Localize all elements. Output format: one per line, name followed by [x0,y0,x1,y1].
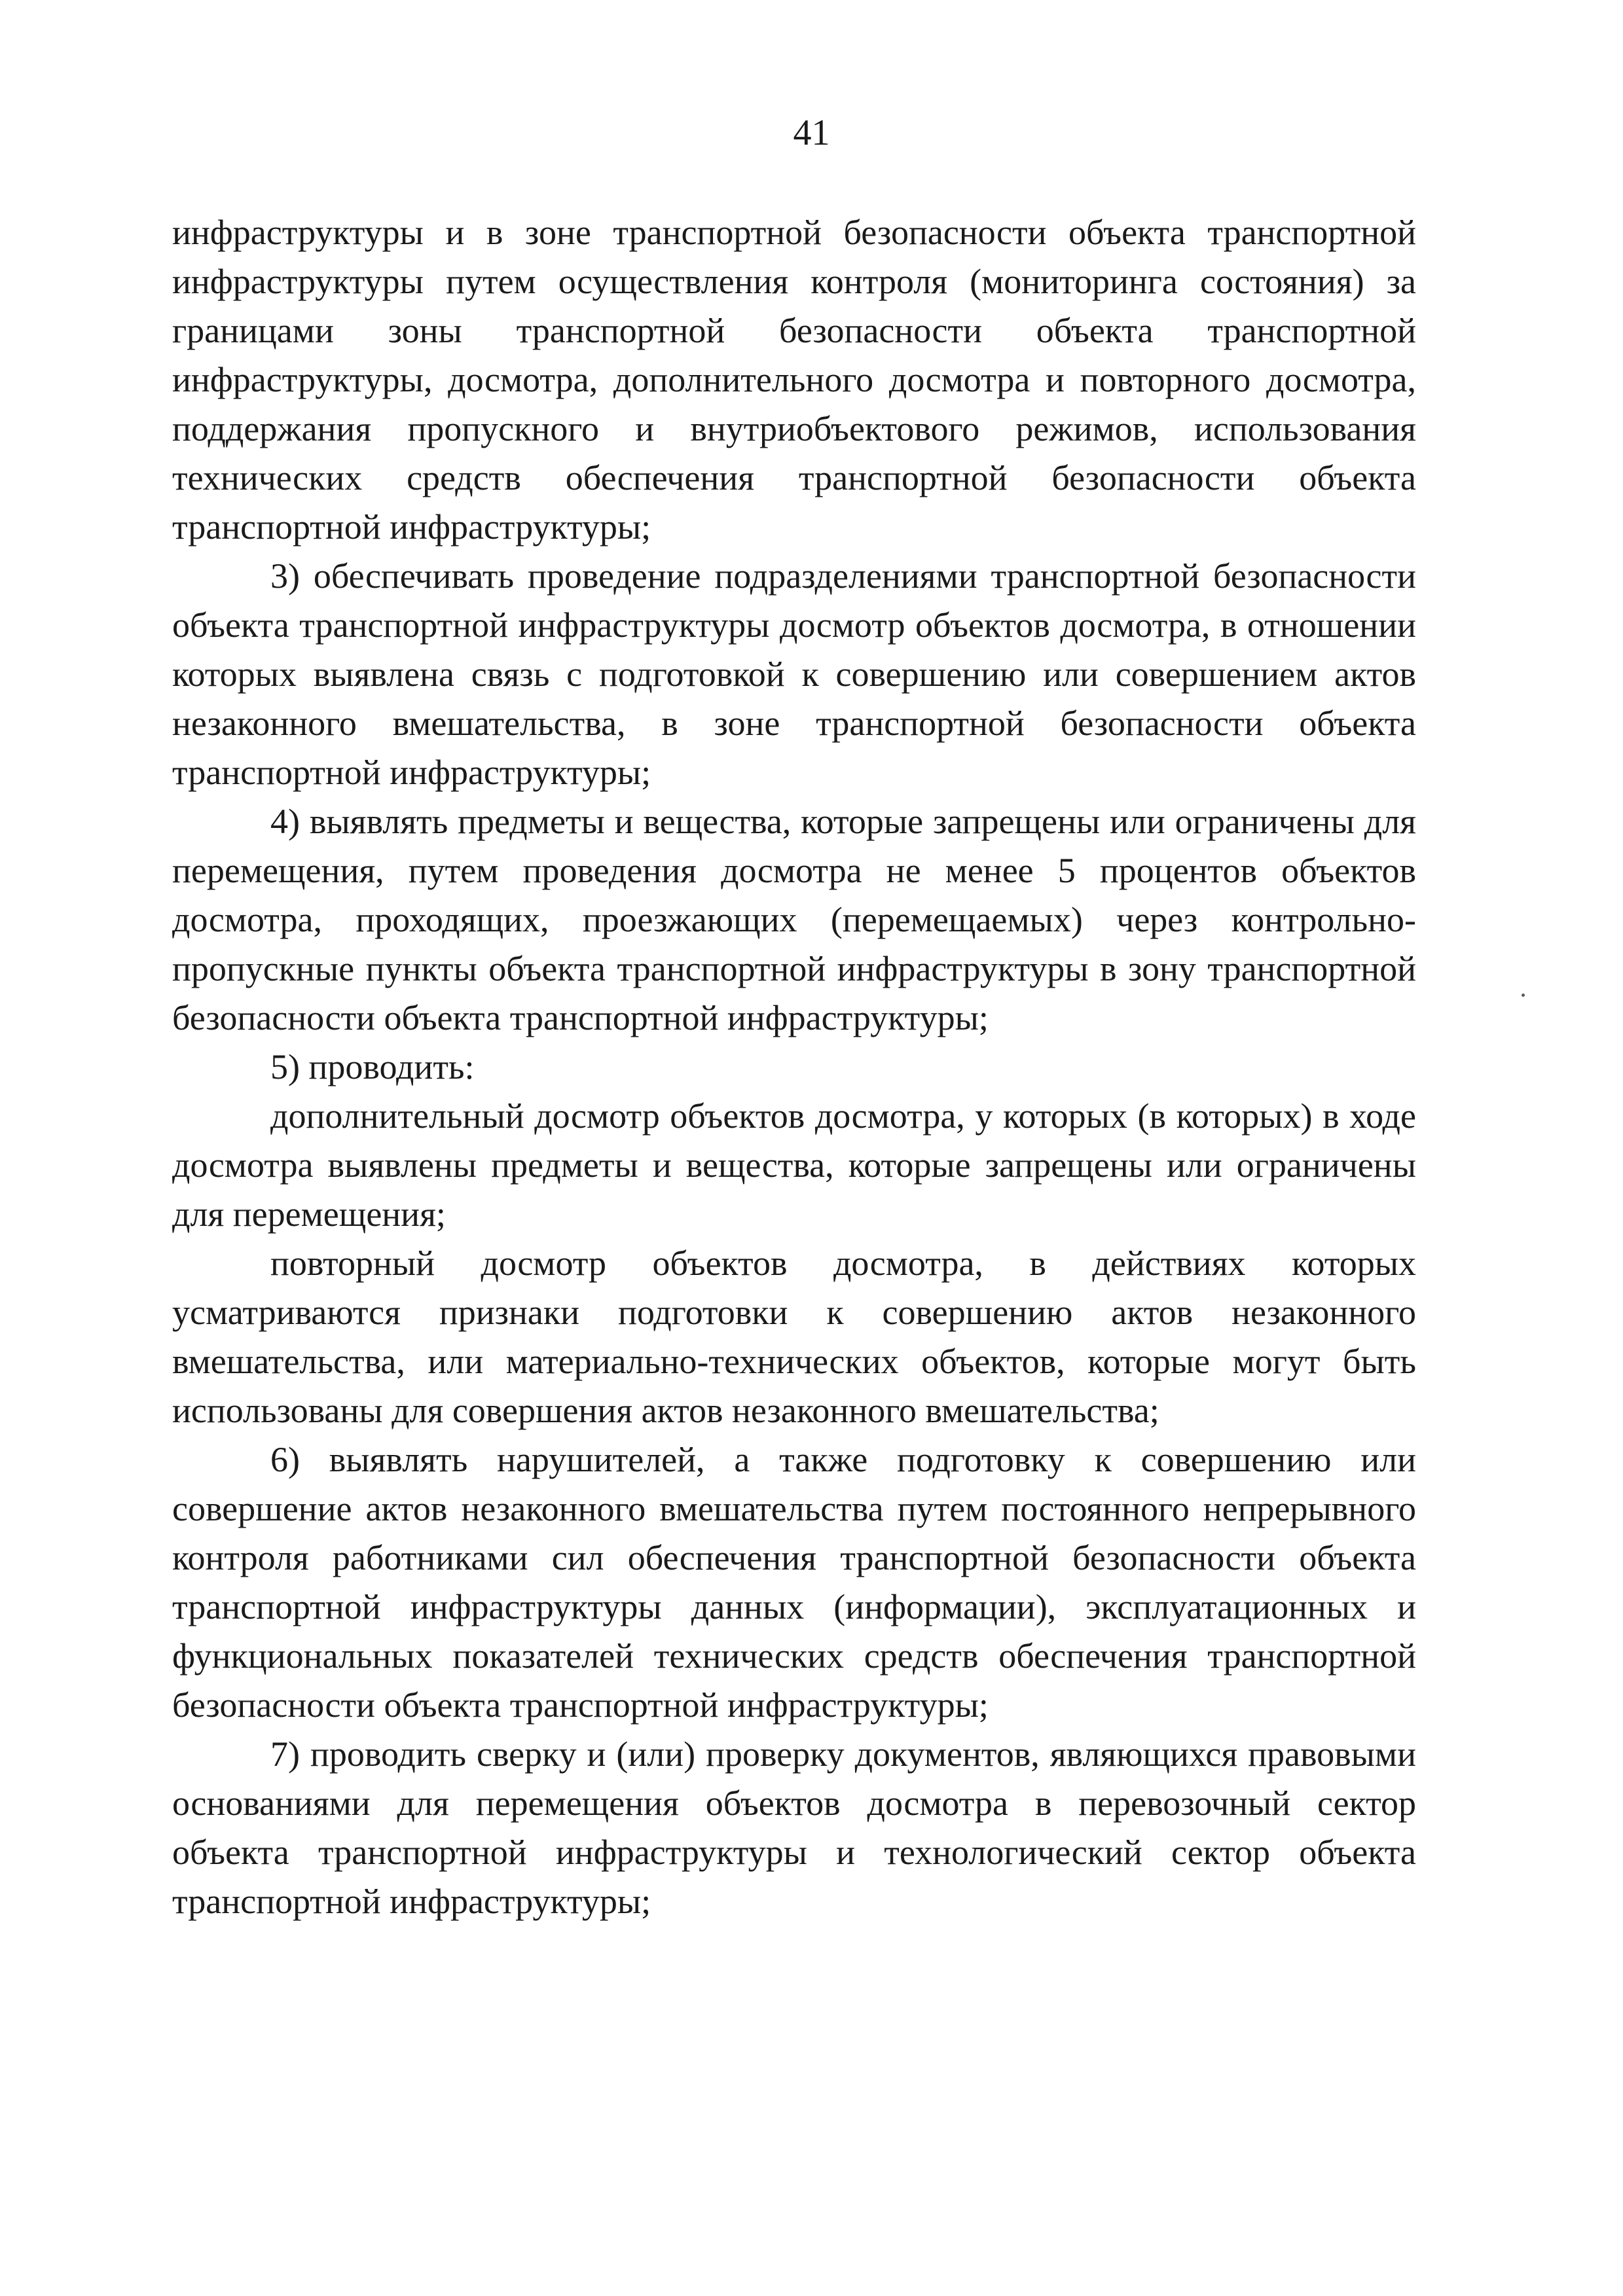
document-body [172,208,1416,1926]
paragraph-item-5-additional-inspection: дополнительный досмотр объектов досмотра, у которых (в которых) в ходе досмотра выявлены предметы и вещества, которые запрещены или ограничены для перемещения; [172,1096,1416,1234]
paragraph-item-4: 4) выявлять предметы и вещества, которые запрещены или ограничены для перемещения, путем проведения досмотра не менее 5 процентов объектов досмотра, проходящих, проезжающих (перемещаемых) через контрольно-пропускные пункты объекта транспортной инфраструктуры в зону транспортной безопасности объекта транспортной инфраструктуры; [172,802,1416,1037]
paragraph-item-5-repeat-inspection: повторный досмотр объектов досмотра, в действиях которых усматриваются признаки подготовки к совершению актов незаконного вмешательства, или материально-технических объектов, которые могут быть использованы для совершения актов незаконного вмешательства; [172,1244,1416,1430]
page-number: 41 [793,113,830,153]
paragraph-item-7: 7) проводить сверку и (или) проверку документов, являющихся правовыми основаниями для перемещения объектов досмотра в перевозочный сектор объекта транспортной инфраструктуры и технологический сектор объекта транспортной инфраструктуры; [172,1734,1416,1921]
paragraph-continuation: инфраструктуры и в зоне транспортной безопасности объекта транспортной инфраструктуры путем осуществления контроля (мониторинга состояния) за границами зоны транспортной безопасности объекта транспортной инфраструктуры, досмотра, дополнительного досмотра и повторного досмотра, поддержания пропускного и внутриобъектового режимов, использования технических средств обеспечения транспортной безопасности объекта транспортной инфраструктуры; [172,213,1416,547]
paragraph-item-3: 3) обеспечивать проведение подразделениями транспортной безопасности объекта транспортной инфраструктуры досмотр объектов досмотра, в отношении которых выявлена связь с подготовкой к совершению или совершением актов незаконного вмешательства, в зоне транспортной безопасности объекта транспортной инфраструктуры; [172,556,1416,792]
paragraph-item-6: 6) выявлять нарушителей, а также подготовку к совершению или совершение актов незаконного вмешательства путем постоянного непрерывного контроля работниками сил обеспечения транспортной безопасности объекта транспортной инфраструктуры данных (информации), эксплуатационных и функциональных показателей технических средств обеспечения транспортной безопасности объекта транспортной инфраструктуры; [172,1440,1416,1725]
paragraph-item-5-heading: 5) проводить: [270,1047,475,1086]
scan-speck [1522,994,1525,997]
